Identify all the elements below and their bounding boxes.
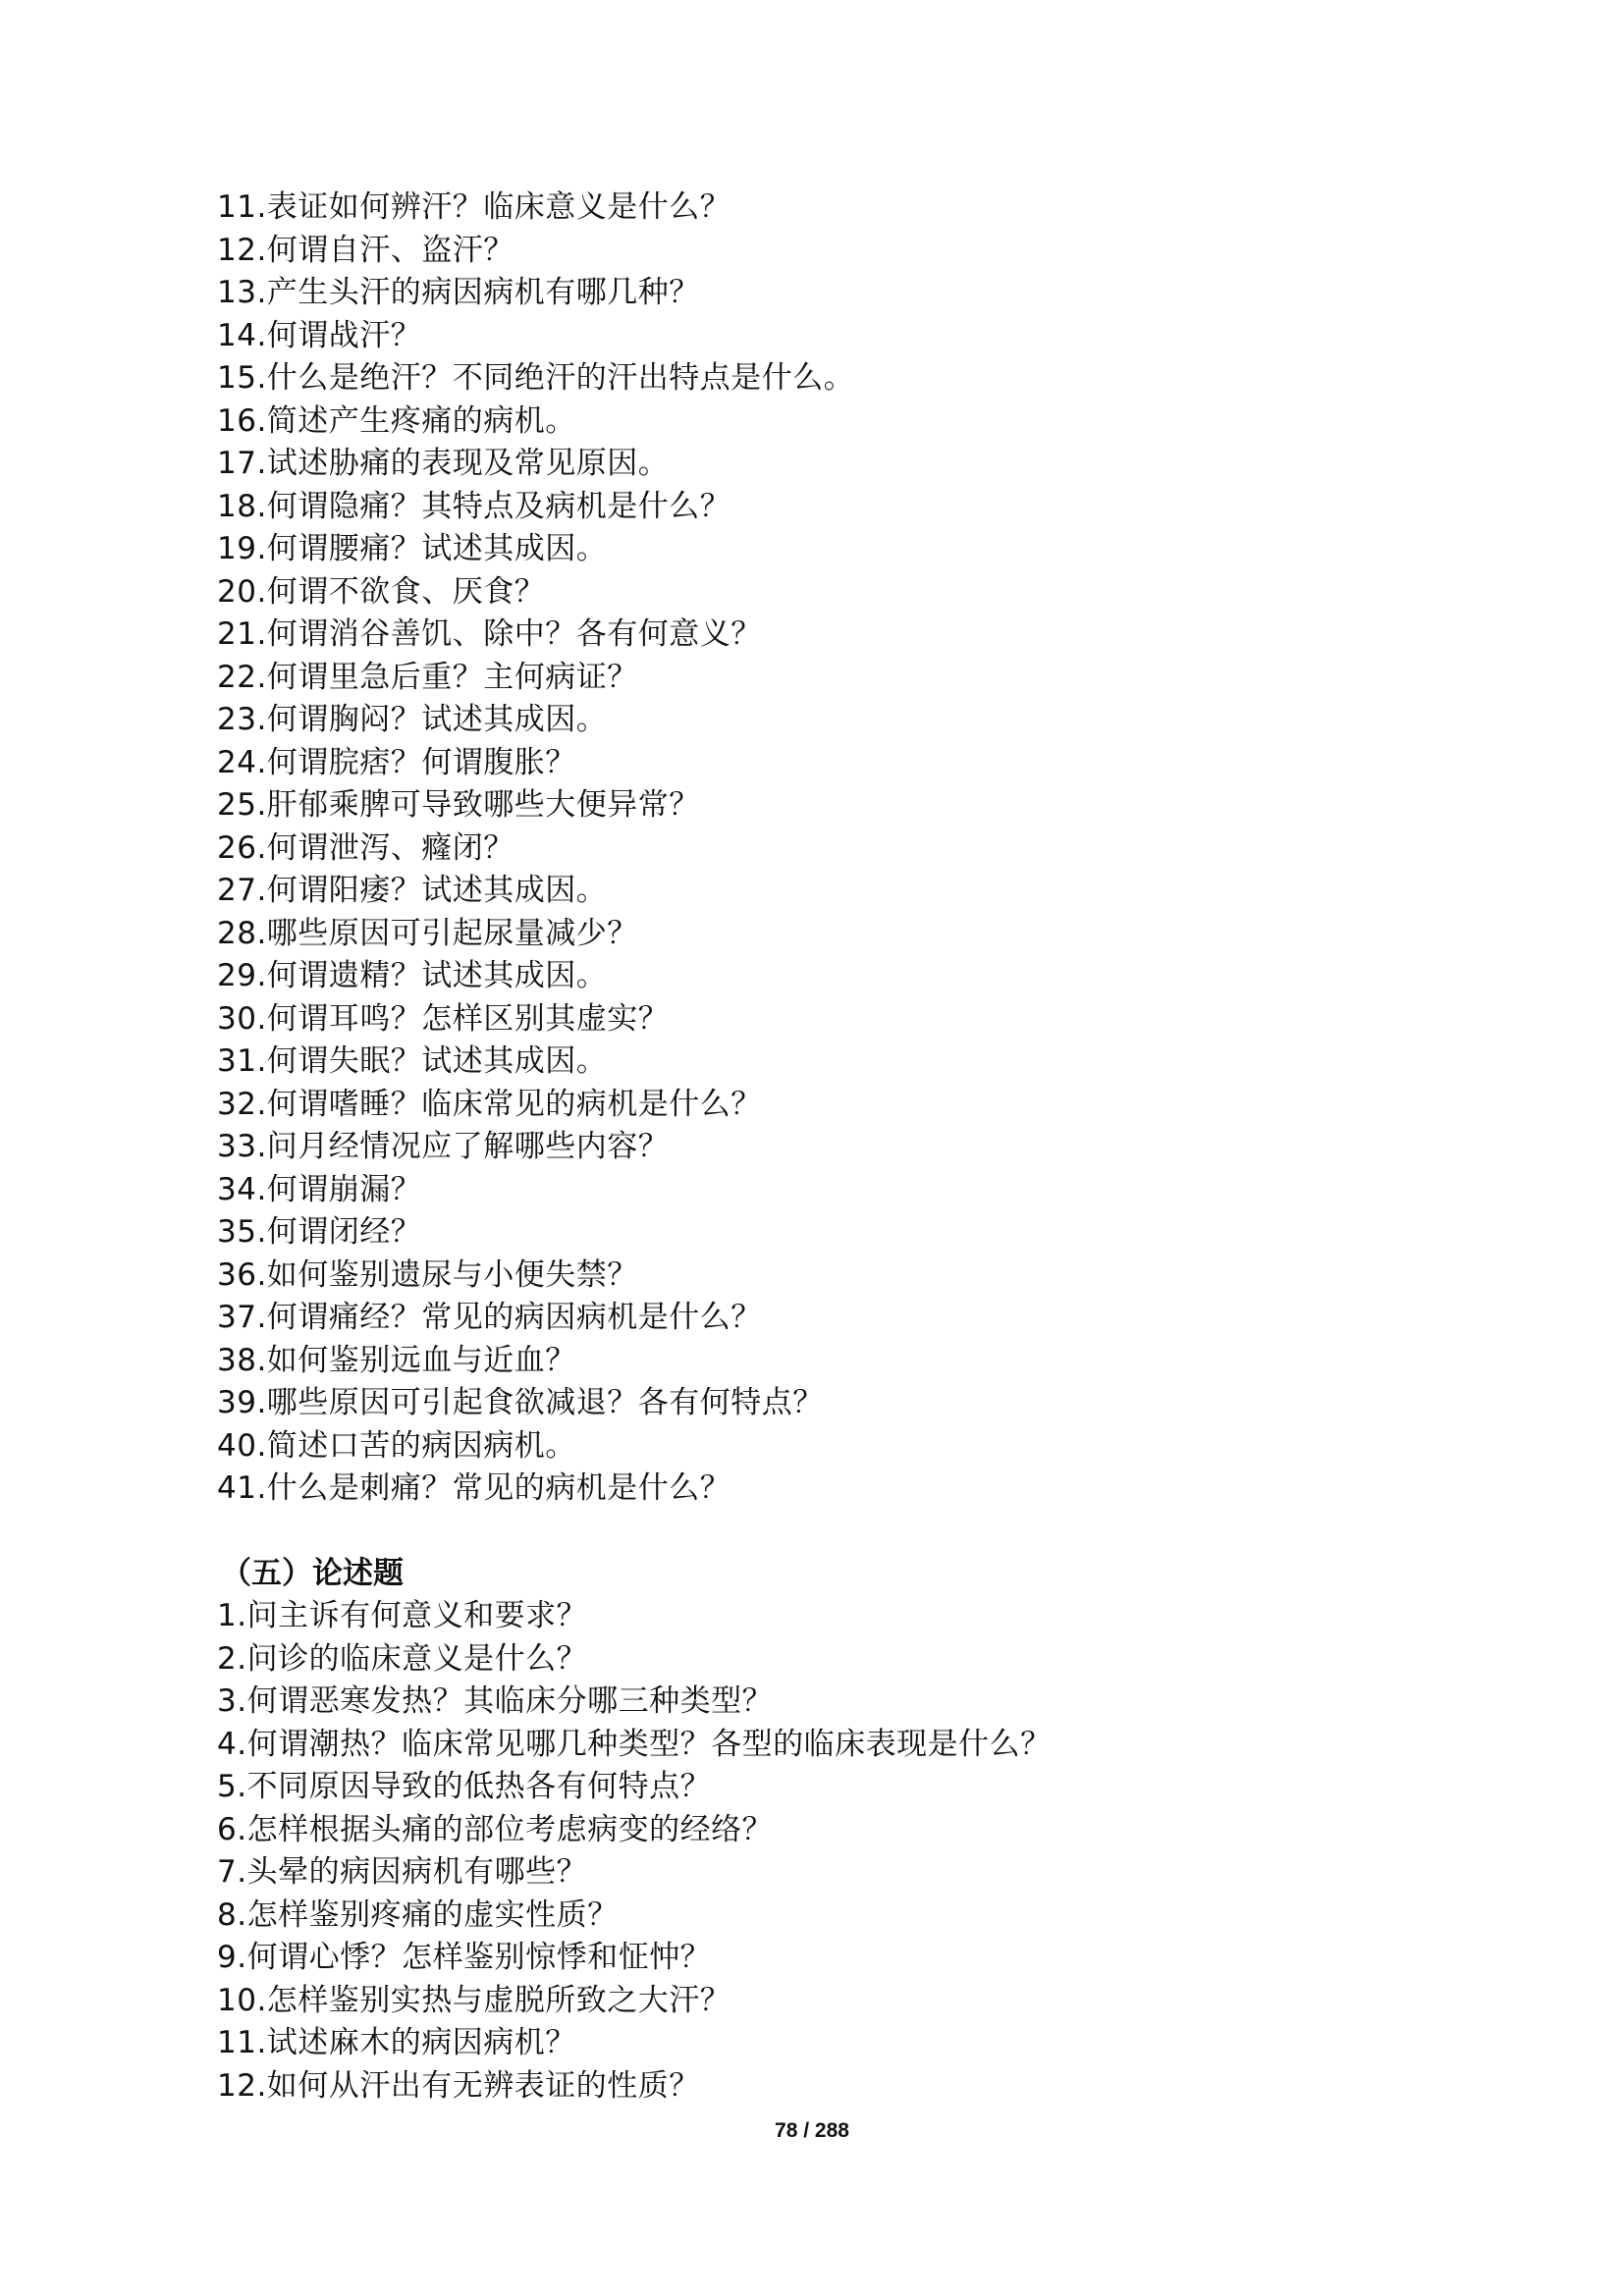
question-item: 10.怎样鉴别实热与虚脱所致之大汗？ [217,1982,731,2018]
question-item: 29.何谓遗精？试述其成因。 [217,958,608,993]
question-item: 4.何谓潮热？临床常见哪几种类型？各型的临床表现是什么？ [217,1726,1052,1762]
question-item: 19.何谓腰痛？试述其成因。 [217,531,608,566]
question-item: 21.何谓消谷善饥、除中？各有何意义？ [217,616,762,652]
question-item: 5.不同原因导致的低热各有何特点？ [217,1769,712,1804]
question-item: 33.问月经情况应了解哪些内容？ [217,1129,670,1164]
question-item: 27.何谓阳痿？试述其成因。 [217,873,608,908]
question-item: 12.如何从汗出有无辨表证的性质？ [217,2067,700,2104]
section-spacer [217,1511,1435,1553]
question-item: 12.何谓自汗、盗汗？ [217,232,514,268]
question-item: 15.什么是绝汗？不同绝汗的汗出特点是什么。 [217,360,855,396]
question-item: 13.产生头汗的病因病机有哪几种？ [217,275,700,310]
question-item: 3.何谓恶寒发热？其临床分哪三种类型？ [217,1683,774,1719]
question-item: 31.何谓失眠？试述其成因。 [217,1043,608,1079]
question-item: 1.问主诉有何意义和要求？ [217,1598,588,1633]
question-item: 22.何谓里急后重？主何病证？ [217,659,638,695]
short-answer-question-list [217,187,1435,1511]
question-item: 14.何谓战汗？ [217,317,422,353]
question-item: 32.何谓嗜睡？临床常见的病机是什么？ [217,1086,762,1122]
question-item: 9.何谓心悸？怎样鉴别惊悸和怔忡？ [217,1940,712,1975]
question-item: 16.简述产生疼痛的病机。 [217,402,576,439]
question-item: 35.何谓闭经？ [217,1214,422,1250]
question-item: 41.什么是刺痛？常见的病机是什么？ [217,1470,731,1506]
question-item: 11.表证如何辨汗？临床意义是什么？ [217,189,731,225]
question-item: 24.何谓脘痞？何谓腹胀？ [217,744,576,780]
question-item: 30.何谓耳鸣？怎样区别其虚实？ [217,1000,670,1037]
page-content [217,187,1435,2108]
question-item: 25.肝郁乘脾可导致哪些大便异常？ [217,787,700,823]
question-item: 34.何谓崩漏？ [217,1171,422,1207]
page-number: 78 / 288 [775,2119,849,2142]
question-item: 7.头晕的病因病机有哪些？ [217,1854,588,1890]
question-item: 38.如何鉴别远血与近血？ [217,1342,576,1378]
question-item: 18.何谓隐痛？其特点及病机是什么？ [217,488,731,524]
question-item: 26.何谓泄泻、癃闭？ [217,829,514,866]
question-item: 23.何谓胸闷？试述其成因。 [217,702,608,737]
question-item: 6.怎样根据头痛的部位考虑病变的经络？ [217,1811,774,1847]
question-item: 40.简述口苦的病因病机。 [217,1427,576,1464]
question-item: 20.何谓不欲食、厌食？ [217,573,546,610]
question-item: 28.哪些原因可引起尿量减少？ [217,915,638,951]
question-item: 17.试述胁痛的表现及常见原因。 [217,446,670,481]
question-item: 39.哪些原因可引起食欲减退？各有何特点？ [217,1385,824,1420]
essay-question-list [217,1595,1435,2108]
question-item: 2.问诊的临床意义是什么？ [217,1640,588,1677]
section-heading: （五）论述题 [221,1555,404,1591]
question-item: 8.怎样鉴别疼痛的虚实性质？ [217,1896,619,1933]
question-item: 36.如何鉴别遗尿与小便失禁？ [217,1256,638,1293]
question-item: 37.何谓痛经？常见的病因病机是什么？ [217,1300,762,1335]
question-item: 11.试述麻木的病因病机？ [217,2025,576,2060]
